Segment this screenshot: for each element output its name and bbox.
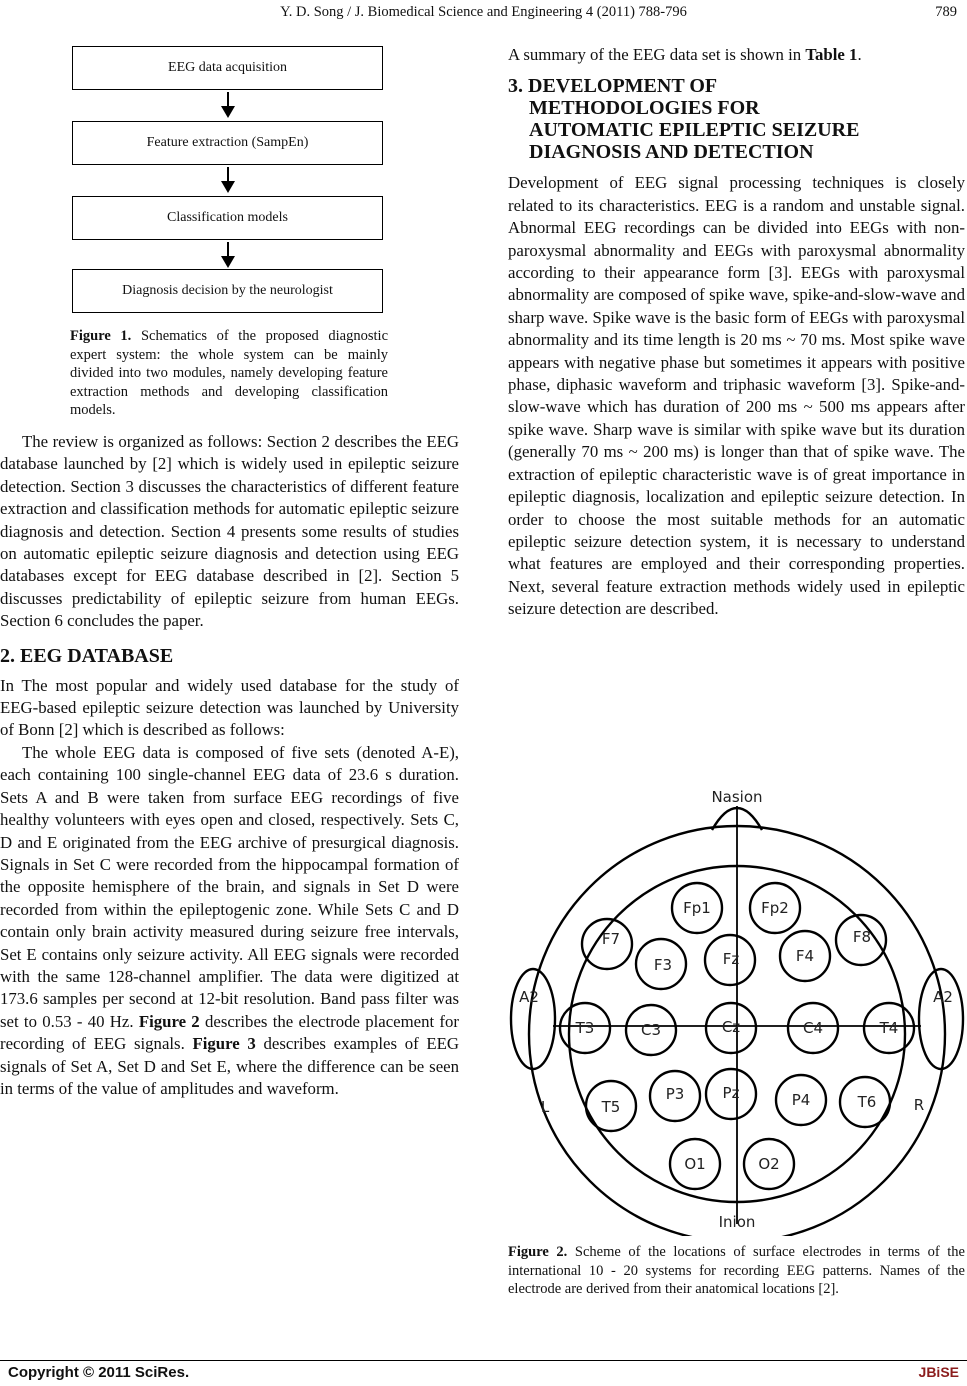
section-3-heading-line-4: DIAGNOSIS AND DETECTION — [529, 141, 814, 164]
dataset-text-a: The whole EEG data is composed of five sets (denoted A-E), each containing 100 single-channel EEG data of 23.6 s duration. Sets A and B were taken from surface EEG recordings of five healthy volunteers with eyes open and closed, respectively. Sets C, D and E originated from the EEG archive of presurgical diagnosis. Signals in Set C were recorded from the hippocampal formation of the opposite hemisphere of the brain, and signals in Set D were recorded from within the epileptogenic zone. While Sets C and D contain only brain activity measured during seizure free intervals, Set E contains only seizure activity. All EEG signals were recorded with the same 128-channel amplifier. The data were digitized at 173.6 samples per second at 12-bit resolution. Band pass filter was set to 0.53 - 40 Hz. — [0, 742, 459, 1031]
label-f7: F7 — [601, 930, 621, 948]
label-t3: T3 — [575, 1019, 595, 1037]
figure-1-caption-text: Schematics of the proposed diagnostic expert system: the whole system can be mainly divided into two modules, namely developing feature extraction methods and developing classification models. — [70, 328, 389, 418]
label-t6: T6 — [857, 1093, 877, 1111]
figure-1-caption-label: Figure 1. — [70, 328, 132, 344]
summary-end: . — [857, 45, 862, 64]
figure-2-ref[interactable]: Figure 2 — [138, 1011, 200, 1031]
figure-2-caption-text: Scheme of the locations of surface electrodes in terms of the international 10 - 20 systems for recording EEG patterns. Names of the electrode are derived from their anatomical locations [2]. — [508, 1244, 965, 1297]
flow-arrowhead-1 — [221, 106, 235, 118]
label-t4: T4 — [879, 1019, 899, 1037]
right-side-label: R — [913, 1096, 925, 1114]
summary-text: A summary of the EEG data set is shown in — [508, 45, 802, 64]
flow-box-feature-extraction: Feature extraction (SampEn) — [72, 121, 383, 165]
flow-arrowhead-3 — [221, 256, 235, 268]
methodology-paragraph: Development of EEG signal processing techniques is closely related to its characteristics. EEG is a random and unstable signal. Abnormal EEG recordings can be divided into EEGs with non-paroxysmal abnormality and EEGs with paroxysmal abnormality according to their appearance form [3]. EEGs with paroxysmal abnormality are composed of spike wave, spike-and-slow-wave and sharp wave. Spike wave is the basic form of EEGs with paroxysmal abnormality and its time length is 20 ms ~ 70 ms. Most spike wave appears with negative phase but sometimes it appears with positive phase, diphasic waveform and triphasic waveform [3]. Spike-and-slow-wave which has duration of 200 ms ~ 500 ms appears after spike wave. Sharp wave is similar with spike wave but its duration (generally 70 ms ~ 200 ms) is longer than that of spike wave. The extraction of epileptic characteristic wave is of great importance in epileptic diagnosis, localization and epileptic seizure detection. In order to choose the most suitable methods for an automatic epileptic seizure detection system, it is necessary to understand what features are employed and their corresponding properties. Next, several feature extraction methods widely used in epileptic seizure detection are described. — [508, 173, 965, 619]
page-number: 789 — [935, 4, 957, 20]
section-3-heading — [508, 75, 965, 163]
label-f3: F3 — [653, 956, 673, 974]
label-fz: Fz — [722, 950, 740, 968]
label-f4: F4 — [795, 947, 815, 965]
journal-abbrev: JBiSE — [918, 1364, 959, 1380]
running-header — [0, 4, 967, 26]
left-side-label: L — [540, 1098, 550, 1116]
label-o2: O2 — [758, 1155, 780, 1173]
section-3-heading-line-3: AUTOMATIC EPILEPTIC SEIZURE — [529, 119, 860, 142]
label-a2-right: A2 — [933, 988, 953, 1006]
label-cz: Cz — [721, 1018, 741, 1036]
section-2-heading: 2. EEG DATABASE — [0, 644, 174, 667]
intro-paragraph: The review is organized as follows: Section 2 describes the EEG database launched by [2] which is widely used in epileptic seizure detection. Section 3 discusses the characteristics of different feature extraction and classification methods for automatic epileptic seizure diagnosis and detection. Section 4 presents some results of studies on automatic epileptic seizure diagnosis and detection using EEG databases except for EEG database described in [2]. Section 5 discusses predictability of epileptic seizure from human EEGs. Section 6 concludes the paper. — [0, 432, 459, 631]
label-a2-left: A2 — [519, 988, 539, 1006]
dataset-text-c: describes examples of EEG signals of Set A, Set D and Set E, where the difference can be seen in terms of the value of amplitudes and waveform. — [0, 1034, 460, 1098]
section-3-heading-line-2: METHODOLOGIES FOR — [529, 97, 760, 120]
label-c4: C4 — [802, 1019, 824, 1037]
label-p4: P4 — [791, 1091, 811, 1109]
section-3-heading-line-1: 3. DEVELOPMENT OF — [508, 75, 718, 98]
left-column — [0, 431, 459, 1100]
figure-2-caption — [508, 1243, 965, 1299]
page-footer — [0, 1364, 967, 1386]
label-t5: T5 — [601, 1098, 621, 1116]
right-ear — [919, 969, 963, 1069]
left-ear — [511, 969, 555, 1069]
nasion-label: Nasion — [711, 788, 763, 806]
label-o1: O1 — [684, 1155, 706, 1173]
label-fp2: Fp2 — [761, 899, 789, 917]
right-column — [508, 44, 965, 621]
figure-3-ref[interactable]: Figure 3 — [192, 1034, 256, 1054]
label-c3: C3 — [640, 1021, 662, 1039]
database-paragraph: In The most popular and widely used database for the study of EEG-based epileptic seizure detection was launched by University of Bonn [2] which is described as follows: — [0, 675, 459, 740]
flow-box-classification: Classification models — [72, 196, 383, 240]
figure-2-caption-label: Figure 2. — [508, 1244, 568, 1260]
flow-box-diagnosis: Diagnosis decision by the neurologist — [72, 269, 383, 313]
label-f8: F8 — [852, 928, 872, 946]
table-1-ref[interactable]: Table 1 — [805, 45, 858, 64]
label-p3: P3 — [665, 1085, 685, 1103]
flow-arrowhead-2 — [221, 181, 235, 193]
summary-line — [508, 44, 965, 66]
label-fp1: Fp1 — [683, 899, 711, 917]
inion-label: Inion — [718, 1213, 756, 1231]
label-pz: Pz — [722, 1084, 740, 1102]
copyright-notice: Copyright © 2011 SciRes. — [8, 1364, 190, 1381]
footer-rule — [0, 1360, 967, 1361]
running-head: Y. D. Song / J. Biomedical Science and Engineering 4 (2011) 788-796 — [280, 4, 687, 20]
dataset-text-b: describes the electrode placement for recording of EEG signals. — [0, 1011, 459, 1054]
flow-box-acquisition: EEG data acquisition — [72, 46, 383, 90]
figure-1-caption — [70, 327, 388, 420]
dataset-paragraph — [0, 742, 459, 1101]
figure-2-electrode-diagram — [505, 784, 967, 1236]
